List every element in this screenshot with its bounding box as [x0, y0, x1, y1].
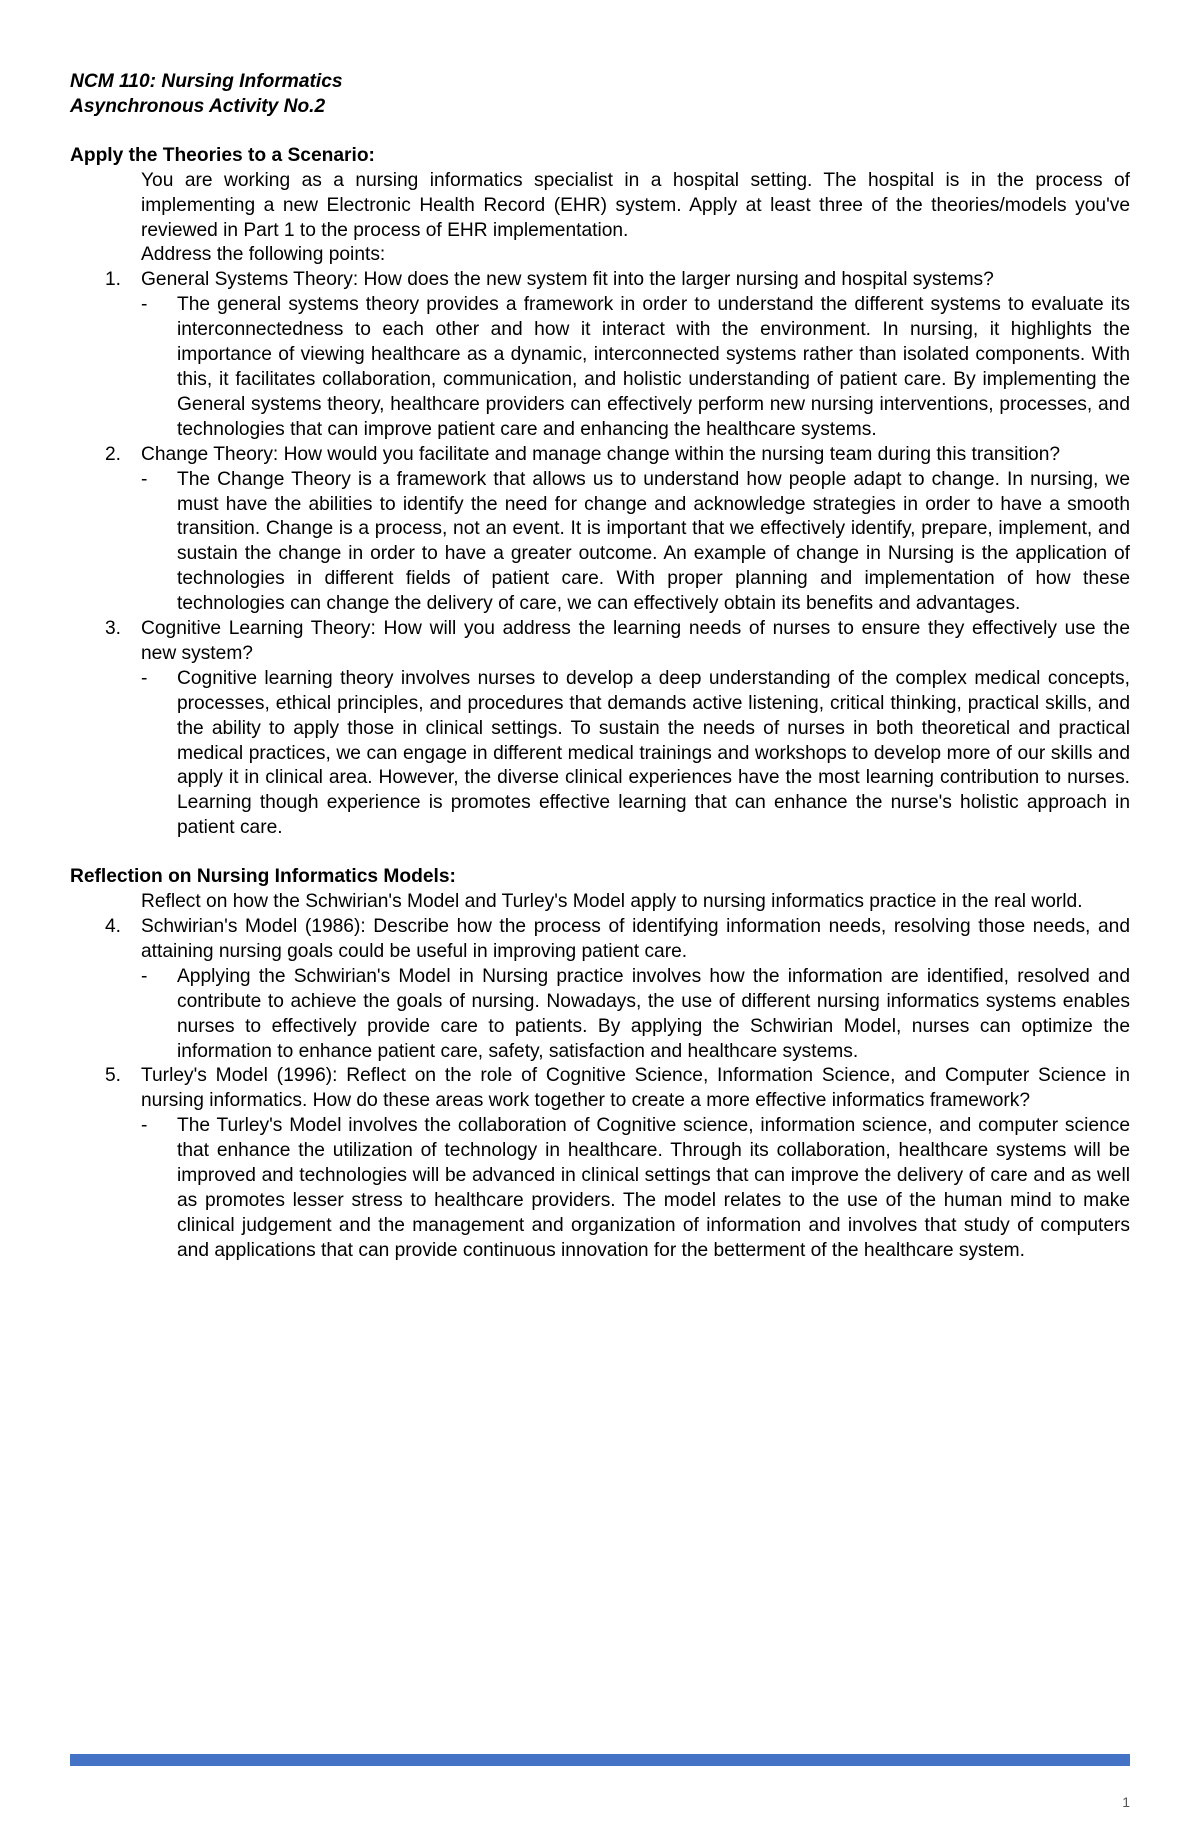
item-number: 2.	[105, 443, 122, 465]
dash-bullet: -	[141, 1115, 148, 1137]
answer-text: The Turley's Model involves the collaboration of Cognitive science, information science, and computer science that enhance the utilization of technology in healthcare. Through its collaboration, healthcare systems will be improved and technologies will be advanced in clinical settings that can improve the delivery of care and as well as promotes lesser stress to healthcare providers. The model relates to the use of the human mind to make clinical judgement and the management and organization of information and involves that study of computers and applications that can provide continuous innovation for the betterment of the healthcare system.	[177, 1115, 1130, 1261]
item-question: Change Theory: How would you facilitate and manage change within the nursing team during this transition?	[141, 443, 1061, 465]
reflection-intro: Reflect on how the Schwirian's Model and Turley's Model apply to nursing informatics practice in the real world.	[141, 891, 1083, 913]
item-answer	[70, 965, 1130, 1065]
dash-bullet: -	[141, 294, 148, 316]
item-answer	[70, 1114, 1130, 1263]
item-number: 5.	[105, 1065, 122, 1087]
item-answer	[70, 667, 1130, 841]
document-page	[70, 70, 1130, 1264]
course-title: NCM 110: Nursing Informatics	[70, 71, 343, 92]
answer-text: Cognitive learning theory involves nurses to develop a deep understanding of the complex medical concepts, processes, ethical principles, and procedures that demands active listening, critical thinking, practical skills, and the ability to apply those in clinical settings. To sustain the needs of nurses in both theoretical and practical medical practices, we can engage in different medical trainings and workshops to develop more of our skills and apply it in clinical area. However, the diverse clinical experiences have the most learning contribution to nurses. Learning though experience is promotes effective learning that can enhance the nurse's holistic approach in patient care.	[177, 667, 1130, 839]
item-question: General Systems Theory: How does the new system fit into the larger nursing and hospital systems?	[141, 269, 994, 291]
list-item	[70, 268, 1130, 293]
scenario-intro: You are working as a nursing informatics specialist in a hospital setting. The hospital is in the process of implementing a new Electronic Health Record (EHR) system. Apply at least three of the theories/models you've reviewed in Part 1 to the process of EHR implementation.	[141, 169, 1130, 241]
footer-divider-bar	[70, 1754, 1130, 1766]
answer-text: Applying the Schwirian's Model in Nursing practice involves how the information are identified, resolved and contribute to achieve the goals of nursing. Nowadays, the use of different nursing informatics systems enables nurses to effectively provide care to patients. By applying the Schwirian Model, nurses can optimize the information to enhance patient care, safety, satisfaction and healthcare systems.	[177, 965, 1130, 1062]
item-number: 1.	[105, 269, 122, 291]
dash-bullet: -	[141, 667, 148, 689]
item-question: Schwirian's Model (1986): Describe how the process of identifying information needs, resolving those needs, and attaining nursing goals could be useful in improving patient care.	[141, 916, 1130, 962]
item-question: Cognitive Learning Theory: How will you address the learning needs of nurses to ensure they effectively use the new system?	[141, 618, 1130, 664]
item-number: 4.	[105, 916, 122, 937]
list-item	[70, 617, 1130, 667]
activity-title: Asynchronous Activity No.2	[70, 95, 326, 117]
page-number: 1	[1122, 1794, 1130, 1810]
section-title-apply-theories: Apply the Theories to a Scenario:	[70, 144, 375, 166]
item-answer	[70, 468, 1130, 617]
dash-bullet: -	[141, 965, 148, 987]
item-question: Turley's Model (1996): Reflect on the role of Cognitive Science, Information Science, and Computer Science in nursing informatics. How do these areas work together to create a more effective informatics framework?	[141, 1065, 1130, 1112]
section-title-reflection: Reflection on Nursing Informatics Models:	[70, 866, 456, 888]
list-item	[70, 1064, 1130, 1114]
list-item	[70, 915, 1130, 965]
answer-text: The general systems theory provides a framework in order to understand the different systems to evaluate its interconnectedness to each other and how it interact with the environment. In nursing, it highlights the importance of viewing healthcare as a dynamic, interconnected systems rather than isolated components. With this, it facilitates collaboration, communication, and holistic understanding of patient care. By implementing the General systems theory, healthcare providers can effectively perform new nursing interventions, processes, and technologies that can improve patient care and enhancing the healthcare systems.	[177, 294, 1130, 440]
address-points-label: Address the following points:	[141, 244, 386, 266]
item-answer	[70, 293, 1130, 442]
list-item	[70, 443, 1130, 468]
answer-text: The Change Theory is a framework that allows us to understand how people adapt to change. In nursing, we must have the abilities to identify the need for change and acknowledge strategies in order to have a smooth transition. Change is a process, not an event. It is important that we effectively identify, prepare, implement, and sustain the change in order to have a greater outcome. An example of change in Nursing is the application of technologies in different fields of patient care. With proper planning and implementation of how these technologies can change the delivery of care, we can effectively obtain its benefits and advantages.	[177, 468, 1130, 615]
dash-bullet: -	[141, 468, 148, 490]
item-number: 3.	[105, 618, 122, 640]
